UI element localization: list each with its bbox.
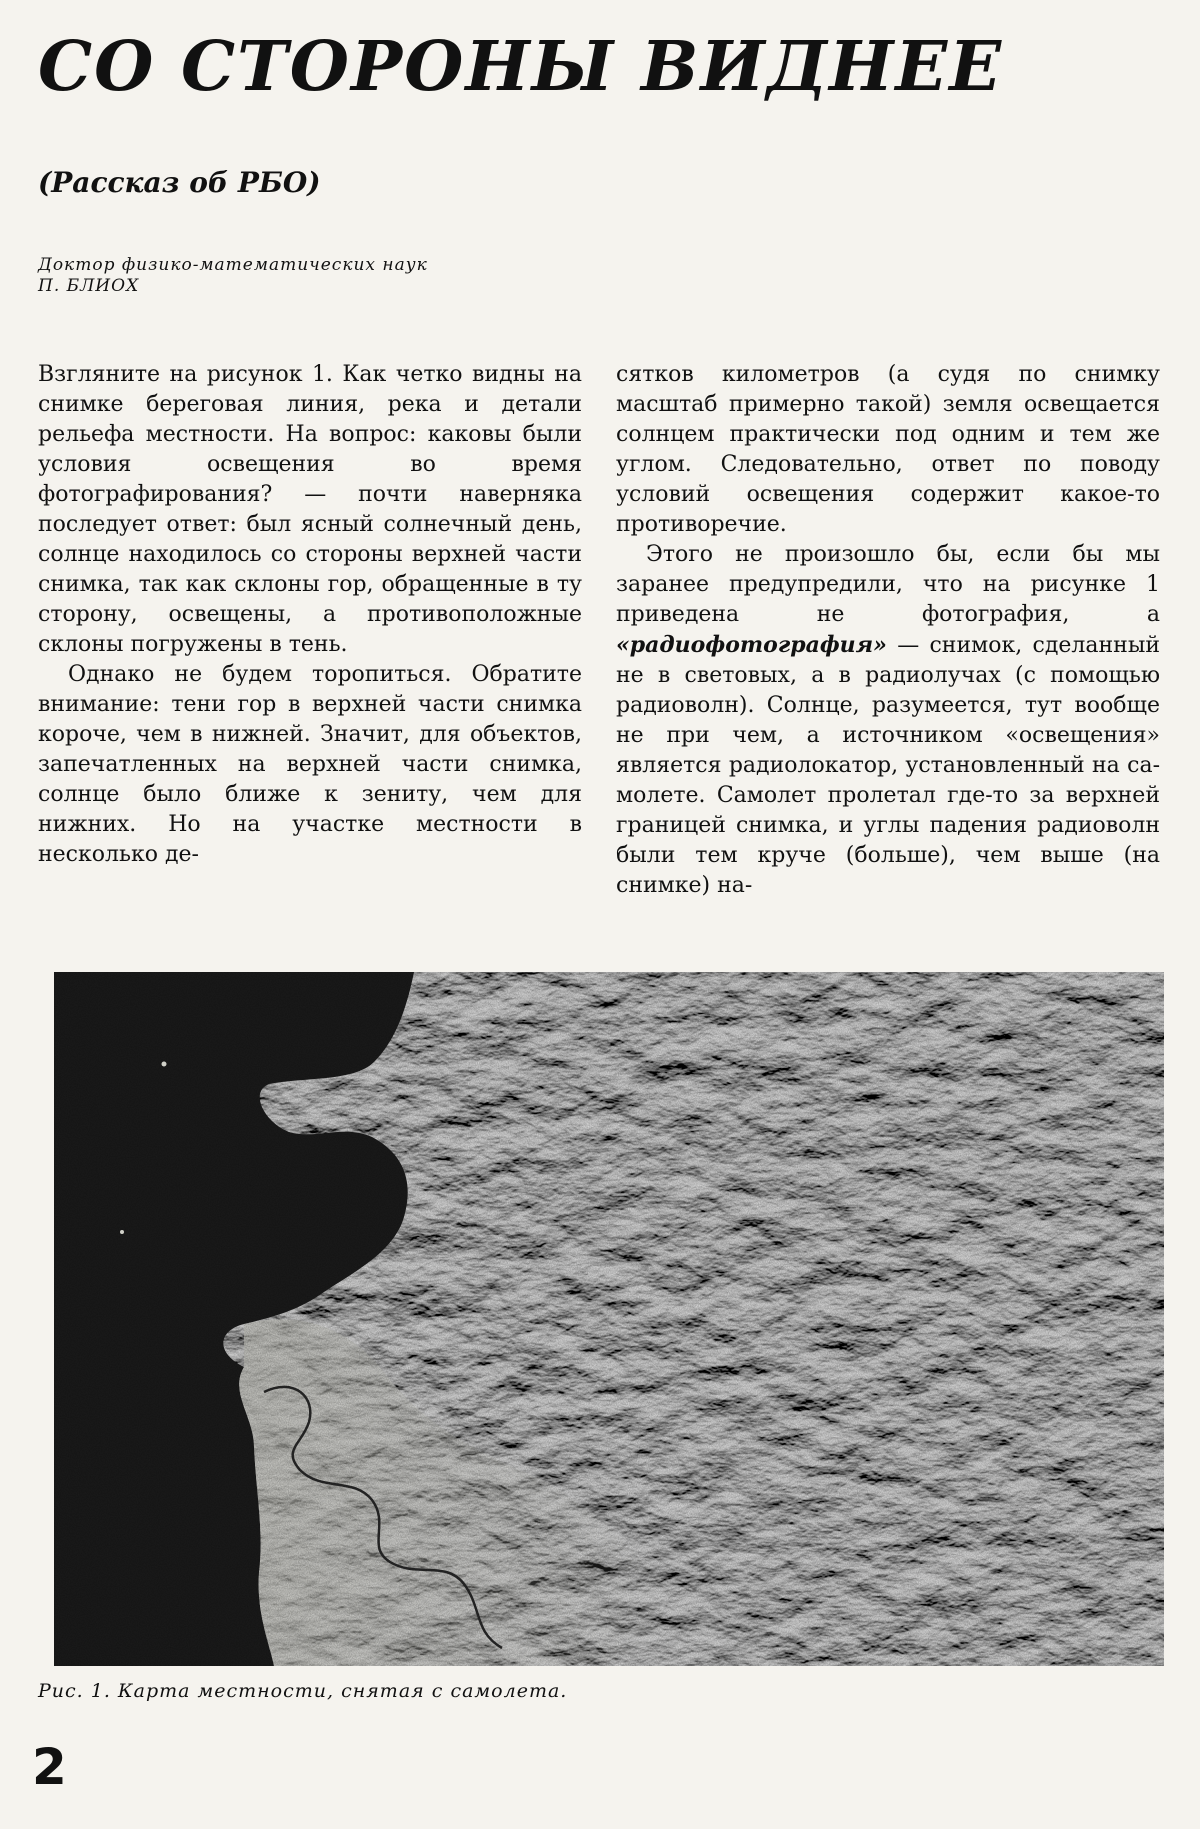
column-left <box>38 360 582 950</box>
paragraph-text: — снимок, сделанный не в световых, а в радиолучах (с помощью радиоволн). Солнце, разумеется, тут вообще не при чем, а источником «освещения» является радиолокатор, установленный на самолете. Самолет пролетал где-то за верхней границей снимка, и углы падения радиоволн были тем круче (больше), чем выше (на снимке) на- <box>616 633 1160 898</box>
column-right <box>616 360 1160 950</box>
article-title: СО СТОРОНЫ ВИДНЕЕ <box>38 27 1004 107</box>
island <box>120 1230 124 1234</box>
article-subtitle: (Рассказ об РБО) <box>38 166 321 199</box>
paragraph: Взгляните на рисунок 1. Как четко видны на снимке береговая линия, река и детали рельефа местности. На вопрос: каковы были условия освещения во время фотографирования? — почти наверняка последует ответ: был ясный солнечный день, солнце находилось со стороны верхней части снимка, так как склоны гор, обращенные в ту сторону, освещены, а противоположные склоны погружены в тень. <box>38 362 582 657</box>
emphasis-term: «радиофотография» <box>616 632 887 658</box>
author-name: П. БЛИОХ <box>38 276 140 296</box>
figure-caption: Рис. 1. Карта местности, снятая с самолета. <box>38 1680 568 1702</box>
paragraph <box>616 540 1160 901</box>
article-body <box>38 360 1160 950</box>
paragraph: Однако не будем торопиться. Обратите внимание: тени гор в верхней части снимка короче, чем в нижней. Значит, для объектов, запечатленных на верхней части снимка, солнце было ближе к зениту, чем для нижних. Но на участке местности в несколько де- <box>38 662 582 867</box>
author-byline <box>38 255 428 297</box>
film-grain <box>54 972 1164 1666</box>
radar-terrain-photo <box>54 972 1164 1666</box>
page-number: 2 <box>32 1738 67 1796</box>
author-degree: Доктор физико-математических наук <box>38 255 428 275</box>
paragraph-text: Этого не произошло бы, если бы мы заранее предупредили, что на рисунке 1 приведена не фотография, а <box>616 542 1160 627</box>
paragraph: сятков километров (а судя по снимку масштаб примерно такой) земля освещается солнцем практически под одним и тем же углом. Следовательно, ответ по поводу условий освещения содержит какое-то противоречие. <box>616 362 1160 537</box>
island <box>162 1062 167 1067</box>
